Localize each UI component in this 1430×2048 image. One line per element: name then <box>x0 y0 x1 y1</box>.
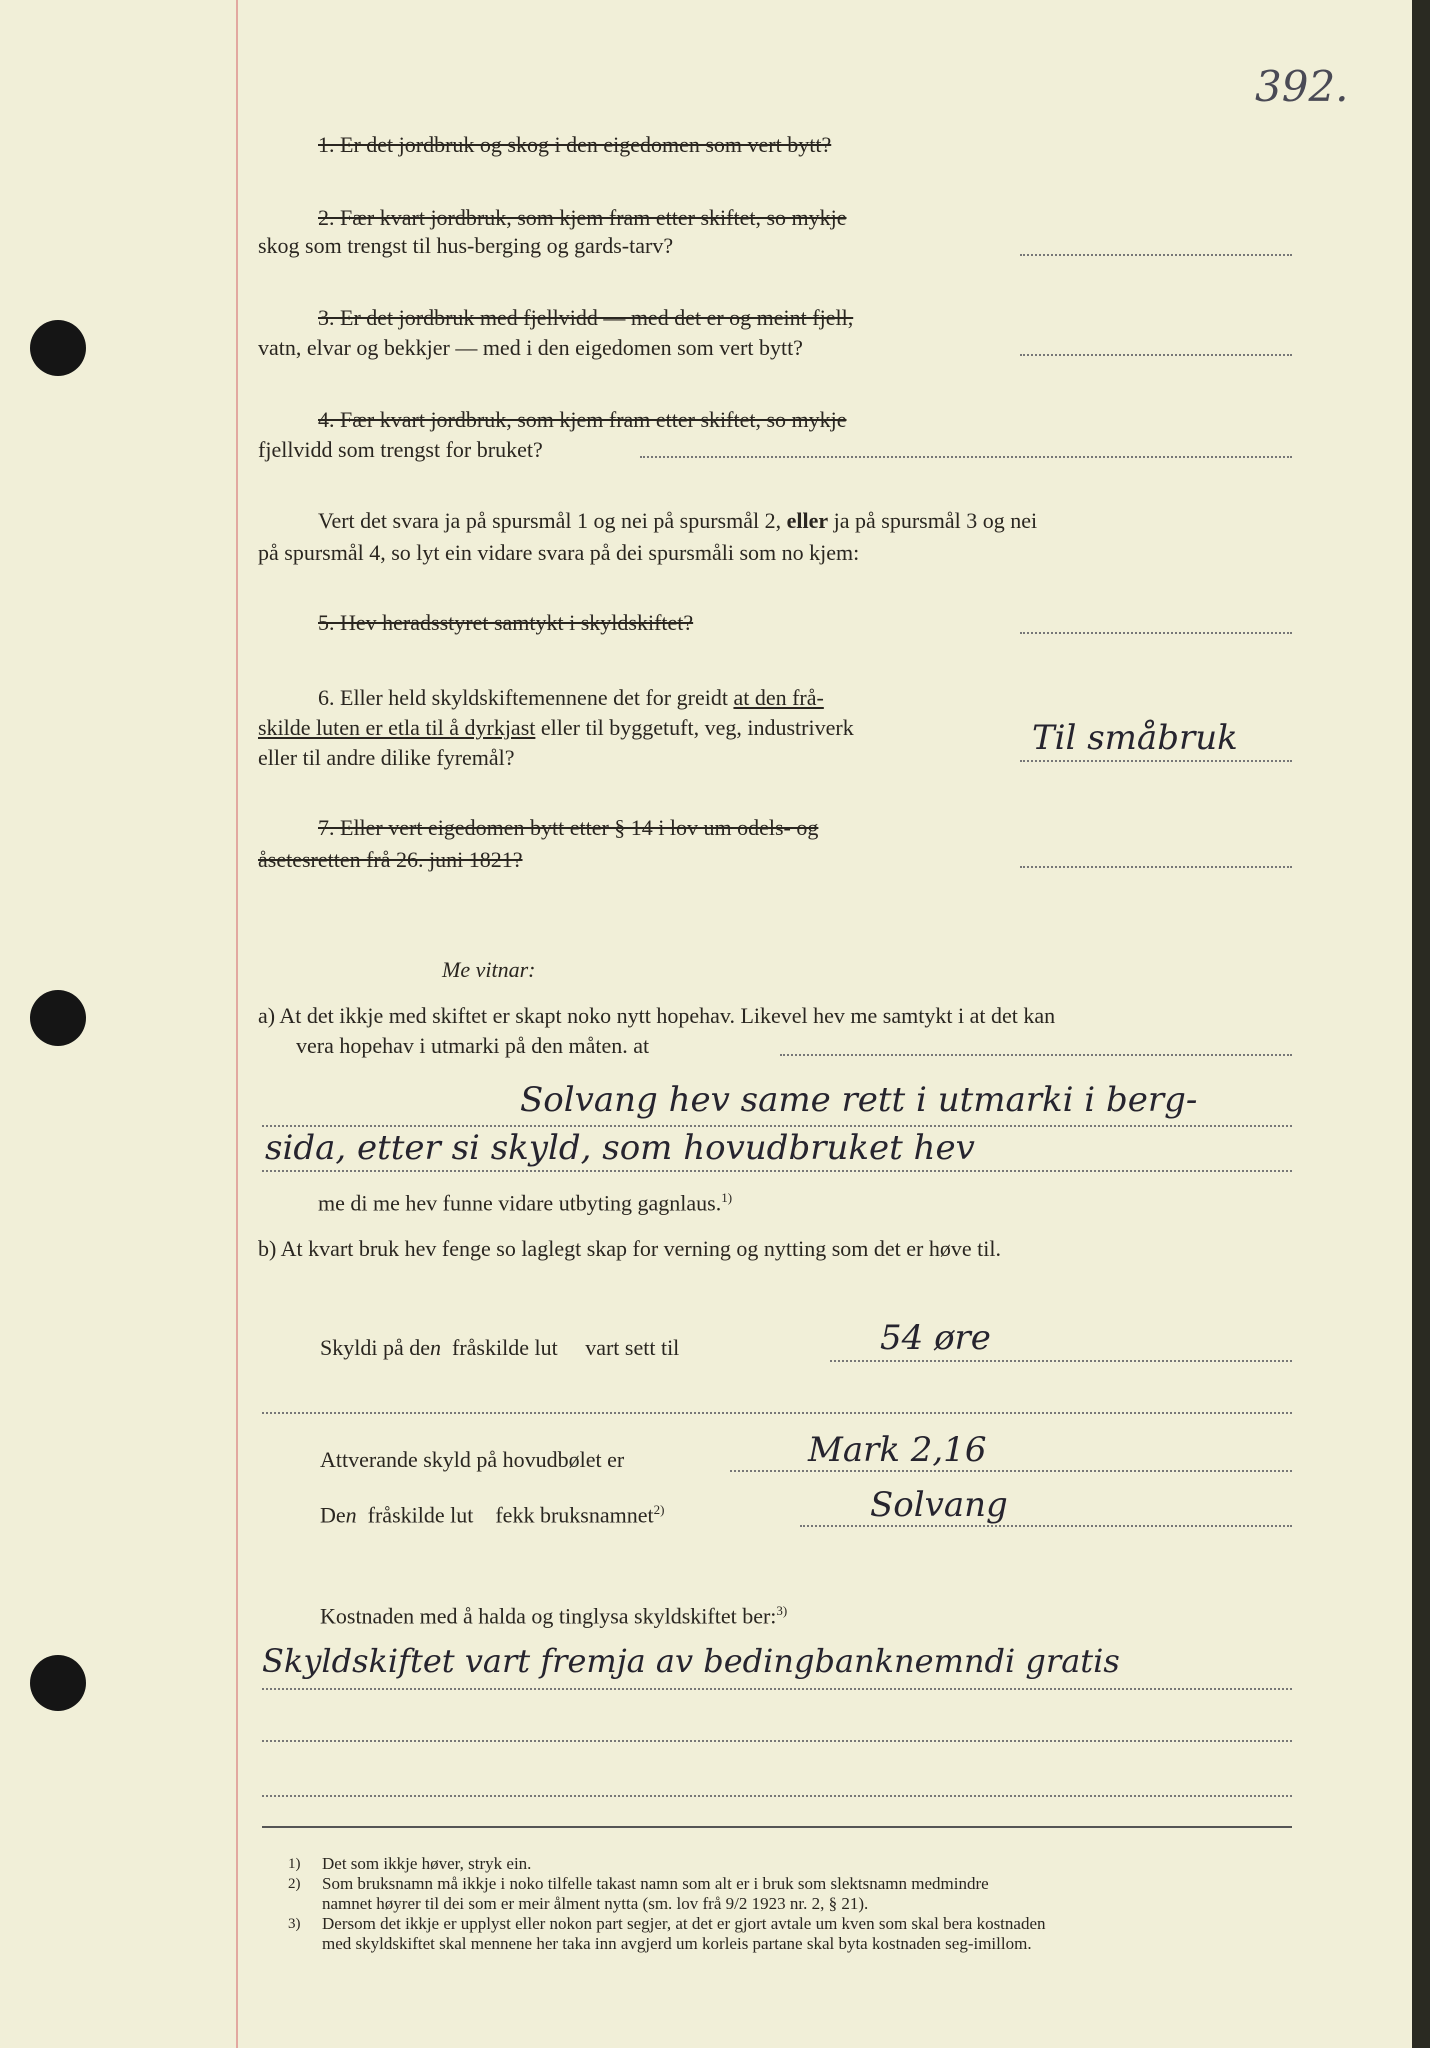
question-6-line-2 <box>258 715 854 741</box>
name-label-text: De <box>320 1502 346 1528</box>
answer-line <box>640 456 1292 458</box>
cost-value: Skyldskiftet vart fremja av bedingbanknemndi gratis <box>262 1642 1120 1680</box>
answer-line <box>730 1470 1292 1472</box>
remaining-skyld-value: Mark 2,16 <box>808 1430 987 1470</box>
footnote-2-line-2: namnet høyrer til dei som er meir ålment nytta (sm. lov frå 9/2 1923 nr. 2, § 21). <box>322 1894 869 1913</box>
answer-line <box>1020 254 1292 256</box>
instruction-text: ja på spursmål 3 og nei <box>833 508 1038 533</box>
answer-line <box>262 1125 1292 1127</box>
witness-a-line-2: vera hopehav i utmarki på den måten. at <box>296 1033 650 1058</box>
question-7-line-1: 7. Eller vert eigedomen bytt etter § 14 i lov um odels- og <box>318 815 819 840</box>
question-1: 1. Er det jordbruk og skog i den eigedomen som vert bytt? <box>318 132 832 157</box>
footnote-ref: 2) <box>653 1502 665 1517</box>
footnote-2-mark: 2) <box>288 1876 301 1892</box>
question-6-underlined: skilde luten er etla til å dyrkjast <box>258 715 536 740</box>
footnote-1: Det som ikkje høver, stryk ein. <box>322 1854 532 1873</box>
name-value: Solvang <box>870 1485 1008 1525</box>
footnote-ref: 1) <box>721 1190 733 1205</box>
footnote-3-mark: 3) <box>288 1916 301 1932</box>
footnote-separator <box>262 1826 1292 1828</box>
cost-label-text: Kostnaden med å halda og tinglysa skyldskiftet ber: <box>320 1603 777 1629</box>
footnote-3-line-1: Dersom det ikkje er upplyst eller nokon part segjer, at det er gjort avtale um kven som skal bera kostnaden <box>322 1914 1046 1933</box>
instruction-emphasis: eller <box>786 508 829 533</box>
punch-hole <box>30 990 86 1046</box>
witness-text: me di me hev funne vidare utbyting gagnlaus. <box>318 1190 722 1216</box>
witness-a-line-3 <box>318 1190 732 1216</box>
skyld-label-handwritten: n <box>430 1335 441 1360</box>
witness-a-line-1: a) At det ikkje med skiftet er skapt noko nytt hopehav. Likevel hev me samtykt i at det kan <box>258 1003 1056 1028</box>
cost-label <box>320 1603 787 1629</box>
answer-line <box>830 1360 1292 1362</box>
answer-line <box>1020 866 1292 868</box>
margin-rule <box>236 0 238 2048</box>
footnote-3-line-2: med skyldskiftet skal mennene her taka inn avgjerd um korleis partane skal byta kostnaden seg-imillom. <box>322 1934 1032 1953</box>
name-label-text: fekk bruksnamnet <box>495 1502 654 1528</box>
question-5: 5. Hev heradsstyret samtykt i skyldskiftet? <box>318 610 694 635</box>
name-label-text: fråskilde lut <box>367 1502 474 1528</box>
answer-line <box>262 1688 1292 1690</box>
question-4-line-1: 4. Fær kvart jordbruk, som kjem fram etter skiftet, so mykje <box>318 407 847 432</box>
witness-heading: Me vitnar: <box>442 957 536 982</box>
instruction-line-2: på spursmål 4, so lyt ein vidare svara på dei spursmåli som no kjem: <box>258 540 860 565</box>
answer-line <box>780 1054 1292 1056</box>
punch-hole <box>30 1655 86 1711</box>
footnote-2-line-1: Som bruksnamn må ikkje i noko tilfelle takast namn som alt er i bruk som slektsnamn medmindre <box>322 1874 989 1893</box>
answer-line <box>262 1795 1292 1797</box>
question-6-text: 6. Eller held skyldskiftemennene det for greidt <box>318 685 728 710</box>
remaining-skyld-label: Attverande skyld på hovudbølet er <box>320 1447 625 1472</box>
footnote-1-mark: 1) <box>288 1856 301 1872</box>
question-3-line-1: 3. Er det jordbruk med fjellvidd — med det er og meint fjell, <box>318 305 854 330</box>
instruction-text: Vert det svara ja på spursmål 1 og nei på spursmål 2, <box>318 508 782 533</box>
question-2-line-1: 2. Fær kvart jordbruk, som kjem fram etter skiftet, so mykje <box>318 205 847 230</box>
answer-line <box>262 1412 1292 1414</box>
skyld-label-text: vart sett til <box>585 1335 680 1360</box>
answer-line <box>1020 760 1292 762</box>
instruction-line-1 <box>318 508 1037 534</box>
witness-b: b) At kvart bruk hev fenge so laglegt skap for verning og nytting som det er høve til. <box>258 1236 1001 1261</box>
answer-line <box>262 1170 1292 1172</box>
witness-handwritten-line-2: sida, etter si skyld, som hovudbruket hev <box>265 1128 975 1168</box>
witness-handwritten-line-1: Solvang hev same rett i utmarki i berg- <box>520 1080 1198 1120</box>
question-6-underlined: at den frå- <box>733 685 824 710</box>
answer-line <box>800 1525 1292 1527</box>
answer-line <box>262 1740 1292 1742</box>
question-6-line-1 <box>318 685 824 711</box>
skyld-label-text: fråskilde lut <box>452 1335 558 1360</box>
question-2-line-2: skog som trengst til hus-berging og gards-tarv? <box>258 233 674 258</box>
question-4-line-2: fjellvidd som trengst for bruket? <box>258 437 543 462</box>
name-label-handwritten: n <box>345 1502 357 1528</box>
skyld-value: 54 øre <box>880 1318 991 1358</box>
skyld-label <box>320 1335 679 1361</box>
question-7-line-2: åsetesretten frå 26. juni 1821? <box>258 847 523 872</box>
page-number: 392. <box>1255 62 1349 111</box>
question-6-handwritten-answer: Til småbruk <box>1032 718 1238 758</box>
punch-hole <box>30 320 86 376</box>
name-label <box>320 1502 664 1528</box>
answer-line <box>1020 354 1292 356</box>
footnote-ref: 3) <box>776 1603 788 1618</box>
answer-line <box>1020 632 1292 634</box>
question-6-line-3: eller til andre dilike fyremål? <box>258 745 515 770</box>
question-6-text: eller til byggetuft, veg, industriverk <box>540 715 854 740</box>
question-3-line-2: vatn, elvar og bekkjer — med i den eigedomen som vert bytt? <box>258 335 803 360</box>
skyld-label-text: Skyldi på de <box>320 1335 430 1360</box>
